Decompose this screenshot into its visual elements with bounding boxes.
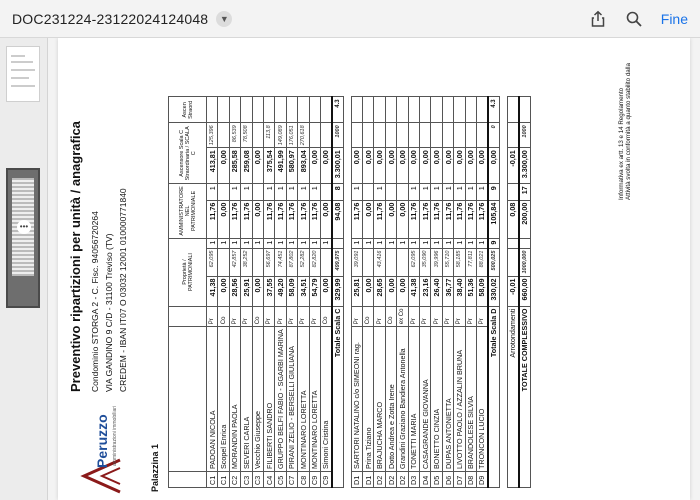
cell-v1: 0,00 (385, 276, 396, 306)
cell-v2: 11,76 (275, 200, 286, 238)
cell-code: C3 (252, 472, 263, 488)
cell-role: Pr (431, 306, 442, 327)
cell-m3: 86,539 (229, 123, 240, 148)
document-title[interactable]: DOC231224-23122024124048 (12, 10, 209, 27)
cell-name: Prina Tiziano (363, 327, 374, 472)
cell-role: Pr (229, 306, 240, 327)
cell-code: C3 (241, 472, 252, 488)
cell-s2 (363, 184, 374, 200)
table-row (397, 97, 408, 488)
cell-role: Pr (263, 306, 274, 327)
table-row (229, 97, 240, 488)
cell-code: D2 (397, 472, 408, 488)
table-row (263, 97, 274, 488)
cell-v2: 11,76 (351, 200, 362, 238)
cell-s1: 1 (218, 238, 229, 248)
cell-s1: 1 (408, 238, 419, 248)
table-row (420, 97, 431, 488)
cell-role: Pr (298, 306, 309, 327)
cell-name: SARTORI NATALINO c/o SIMEONI rag. (351, 327, 362, 472)
cell-v3: 0,00 (442, 148, 453, 184)
cell-v3: 285,58 (229, 148, 240, 184)
cell-code: C4 (263, 472, 274, 488)
cell-s1: 1 (363, 238, 374, 248)
cell-code: D5 (431, 472, 442, 488)
cell-v3: 259,08 (241, 148, 252, 184)
cell-m1: 62,095 (408, 248, 419, 276)
cell-m3: 78,508 (241, 123, 252, 148)
total-scala-c-row: Totale Scala C 329,99 499,975 94,08 8 3.300,01 1000 4.3 (332, 97, 343, 488)
cell-s2: 1 (275, 184, 286, 200)
cell-v1: 25,81 (351, 276, 362, 306)
cell-m1: 56,697 (263, 248, 274, 276)
cell-code: D7 (454, 472, 465, 488)
cell-m1 (397, 248, 408, 276)
cell-v1: 41,38 (408, 276, 419, 306)
cell-s1: 1 (309, 238, 320, 248)
document-page-area[interactable] (48, 38, 700, 500)
cell-name: FILIBERTI SANDRO (263, 327, 274, 472)
cell-v2: 0,00 (385, 200, 396, 238)
table-row (286, 97, 297, 488)
cell-v1: 28,56 (229, 276, 240, 306)
page-thumbnail-2-selected[interactable] (6, 168, 40, 308)
cell-m1 (252, 248, 263, 276)
cell-v1: 0,00 (397, 276, 408, 306)
column-header-ascen-straord: Ascen Straord (169, 97, 207, 123)
cell-s1: 1 (320, 238, 331, 248)
cell-s2 (397, 184, 408, 200)
cell-m3: 176,051 (286, 123, 297, 148)
cell-m1: 58,185 (454, 248, 465, 276)
cell-m3: 113,8 (263, 123, 274, 148)
cell-m3: 149,089 (275, 123, 286, 148)
cell-m3 (320, 123, 331, 148)
cell-m3: 270,618 (298, 123, 309, 148)
table-row (408, 97, 419, 488)
cell-role: Pr (241, 306, 252, 327)
cell-s2: 1 (263, 184, 274, 200)
cell-role: Co (252, 306, 263, 327)
table-row (320, 97, 331, 488)
cell-v3: 413,81 (207, 148, 218, 184)
cell-s2: 1 (465, 184, 476, 200)
cell-role: Pr (465, 306, 476, 327)
cell-m1: 39,996 (431, 248, 442, 276)
totale-complessivo-row: TOTALE COMPLESSIVO 660,00 1000,000 200,00 17 3.300,00 1000 (519, 97, 530, 488)
cell-s2: 1 (286, 184, 297, 200)
cell-v1: 0,00 (252, 276, 263, 306)
cell-m3 (465, 123, 476, 148)
cell-m3 (431, 123, 442, 148)
cell-m3 (420, 123, 431, 148)
cell-m3 (309, 123, 320, 148)
cell-role: Pr (351, 306, 362, 327)
cell-role: Pr (408, 306, 419, 327)
cell-role: Pr (374, 306, 385, 327)
cell-m1 (320, 248, 331, 276)
table-row (309, 97, 320, 488)
cell-s2 (385, 184, 396, 200)
cell-code: C1 (218, 472, 229, 488)
cell-name: GRUPPO BELFI FABIO - SGARBI MARINA (275, 327, 286, 472)
cell-m1: 52,282 (298, 248, 309, 276)
cell-v3: 0,00 (397, 148, 408, 184)
cell-s2: 1 (207, 184, 218, 200)
cell-role: Pr (476, 306, 487, 327)
peruzzo-logo (68, 406, 136, 496)
cell-m1: 43,416 (374, 248, 385, 276)
footnote: Informativa ex artt. 13 e 14 Regolamento Attività svolta in conformità a quanto stabilito dalla (618, 63, 632, 200)
cell-m3 (442, 123, 453, 148)
cell-code: D6 (442, 472, 453, 488)
cell-v3: 0,00 (374, 148, 385, 184)
cell-m3 (454, 123, 465, 148)
cell-v3: 0,00 (408, 148, 419, 184)
cell-name: Grandini Graziano Bandiera Antonella (397, 327, 408, 472)
cell-code: D8 (465, 472, 476, 488)
cell-m3: 125,396 (207, 123, 218, 148)
cell-v3: 0,00 (454, 148, 465, 184)
cell-s1: 1 (431, 238, 442, 248)
cell-name: BRANDOLESE SILVIA (465, 327, 476, 472)
cell-v2: 0,00 (397, 200, 408, 238)
cell-m3 (351, 123, 362, 148)
cell-code: C9 (320, 472, 331, 488)
cell-name: LIVOTTO PAOLO / AZZALIN BRUNA (454, 327, 465, 472)
rotated-page-content (58, 38, 690, 500)
cell-s2: 1 (229, 184, 240, 200)
cell-m3 (252, 123, 263, 148)
cell-m1: 74,451 (275, 248, 286, 276)
search-icon[interactable] (625, 10, 643, 28)
cell-code: C5 (275, 472, 286, 488)
cell-code: D9 (476, 472, 487, 488)
cell-m1: 88,021 (476, 248, 487, 276)
cell-code: C8 (298, 472, 309, 488)
cell-s1: 1 (465, 238, 476, 248)
cell-s1: 1 (286, 238, 297, 248)
table-row (298, 97, 309, 488)
cell-name: Simoni Cristina (320, 327, 331, 472)
scala-d-rows (351, 97, 488, 488)
cell-s1: 1 (298, 238, 309, 248)
ripartizioni-table (168, 96, 531, 488)
cell-v1: 34,51 (298, 276, 309, 306)
cell-s1: 1 (275, 238, 286, 248)
cell-m1 (218, 248, 229, 276)
cell-v3: 491,99 (275, 148, 286, 184)
cell-s2 (218, 184, 229, 200)
cell-v3: 0,00 (420, 148, 431, 184)
cell-v3: 0,00 (320, 148, 331, 184)
table-row (465, 97, 476, 488)
cell-s1: 1 (385, 238, 396, 248)
cell-s1: 1 (420, 238, 431, 248)
table-row (275, 97, 286, 488)
cell-s1: 1 (263, 238, 274, 248)
cell-role: Pr (309, 306, 320, 327)
cell-v2: 11,76 (374, 200, 385, 238)
cell-s1: 1 (252, 238, 263, 248)
condominio-line: Condominio STORGA 2 - C. Fisc. 94056720264 (90, 211, 100, 392)
cell-v1: 38,40 (454, 276, 465, 306)
address-line: VIA GANDINO 9 C/D - 31100 Treviso (TV) (104, 233, 114, 392)
cell-v2: 11,76 (476, 200, 487, 238)
cell-role: Co (385, 306, 396, 327)
cell-v2: 11,76 (465, 200, 476, 238)
cell-name: SEVERI CARLA (241, 327, 252, 472)
cell-v1: 58,09 (286, 276, 297, 306)
cell-v2: 11,76 (263, 200, 274, 238)
table-row (442, 97, 453, 488)
cell-name: MONTINARO LORETTA (298, 327, 309, 472)
cell-v3: 893,04 (298, 148, 309, 184)
arrotondamenti-row: Arrotondamenti -0,01 0,08 -0,01 (507, 97, 518, 488)
cell-v3: 0,00 (363, 148, 374, 184)
cell-m1: 82,820 (309, 248, 320, 276)
table-row (218, 97, 229, 488)
cell-code: C7 (286, 472, 297, 488)
cell-v1: 28,65 (374, 276, 385, 306)
cell-m1: 77,811 (465, 248, 476, 276)
cell-v1: 26,40 (431, 276, 442, 306)
document-page (58, 38, 690, 500)
cell-role: Pr (286, 306, 297, 327)
cell-v1: 54,79 (309, 276, 320, 306)
cell-v1: 23,16 (420, 276, 431, 306)
table-row (454, 97, 465, 488)
page-thumbnails-sidebar (0, 38, 48, 500)
logo-subtitle: amministrazioni immobiliari (112, 405, 118, 466)
cell-role: Co (218, 306, 229, 327)
cell-name: DUPAS ANTONIETTA (442, 327, 453, 472)
cell-v1: 0,00 (363, 276, 374, 306)
cell-code: C2 (229, 472, 240, 488)
cell-v3: 0,00 (309, 148, 320, 184)
cell-name: MONTINARO LORETTA (309, 327, 320, 472)
cell-v2: 11,76 (207, 200, 218, 238)
cell-m1: 42,857 (229, 248, 240, 276)
cell-s2 (320, 184, 331, 200)
cell-m1: 39,091 (351, 248, 362, 276)
cell-v1: 37,55 (263, 276, 274, 306)
cell-name: Dotto Andrea e Zotta Irene (385, 327, 396, 472)
table-row (351, 97, 362, 488)
cell-name: PADOAN NICOLA (207, 327, 218, 472)
cell-name: BRAJUCHA MARCO (374, 327, 385, 472)
cell-role: Pr (454, 306, 465, 327)
cell-m1 (385, 248, 396, 276)
logo-name: Peruzzo (94, 414, 110, 468)
cell-v2: 11,76 (408, 200, 419, 238)
cell-s2: 1 (476, 184, 487, 200)
cell-v1: 25,91 (241, 276, 252, 306)
cell-s1: 1 (476, 238, 487, 248)
cell-name: BONETTO CINZIA (431, 327, 442, 472)
cell-role: ex Co (397, 306, 408, 327)
cell-name: Scopel Enrica (218, 327, 229, 472)
cell-s2: 1 (351, 184, 362, 200)
cell-v3: 580,97 (286, 148, 297, 184)
cell-s2: 1 (374, 184, 385, 200)
page-thumbnail-1[interactable] (6, 46, 40, 102)
cell-m1: 87,802 (286, 248, 297, 276)
table-row (252, 97, 263, 488)
cell-s2: 1 (454, 184, 465, 200)
cell-v3: 0,00 (476, 148, 487, 184)
column-header-amministratore: AMMINISTRATORE NEL PATRIMONIALE (169, 184, 207, 238)
cell-code: D3 (408, 472, 419, 488)
cell-v3: 0,00 (218, 148, 229, 184)
cell-v1: 0,00 (320, 276, 331, 306)
column-header-ascensore: Ascensore Scala C Straordinaria / SCALA C (169, 123, 207, 184)
section-label: Palazzina 1 (150, 443, 160, 492)
cell-s1: 1 (229, 238, 240, 248)
table-row (385, 97, 396, 488)
cell-m3 (397, 123, 408, 148)
column-header-proprieta: Proprietà / PATRIMONIALI (169, 238, 207, 306)
cell-v1: 51,36 (465, 276, 476, 306)
cell-m1: 35,090 (420, 248, 431, 276)
cell-s1: 1 (207, 238, 218, 248)
cell-s1: 1 (351, 238, 362, 248)
cell-v2: 0,00 (252, 200, 263, 238)
cell-v3: 0,00 (431, 148, 442, 184)
chevron-down-icon[interactable]: ▼ (216, 11, 232, 27)
cell-v2: 11,76 (241, 200, 252, 238)
table-row (363, 97, 374, 488)
cell-s2 (252, 184, 263, 200)
cell-name: PIRANI ZELIO - BERSELLI GIULIANA (286, 327, 297, 472)
cell-v1: 49,20 (275, 276, 286, 306)
table-row (476, 97, 487, 488)
cell-code: D1 (351, 472, 362, 488)
cell-s2: 1 (298, 184, 309, 200)
cell-s1: 1 (454, 238, 465, 248)
table-row (374, 97, 385, 488)
cell-v2: 11,76 (454, 200, 465, 238)
cell-m1 (363, 248, 374, 276)
cell-m1: 55,710 (442, 248, 453, 276)
cell-v2: 11,76 (286, 200, 297, 238)
cell-v2: 0,00 (363, 200, 374, 238)
cell-m3 (476, 123, 487, 148)
cell-v2: 0,00 (218, 200, 229, 238)
cell-role: Co (363, 306, 374, 327)
cell-name: MORANDIN PAOLA (229, 327, 240, 472)
total-scala-d-row: Totale Scala D 330,02 500,025 9 105,84 9 0,00 0 4.3 (488, 97, 499, 488)
cell-name: TRONCON LUCIO (476, 327, 487, 472)
cell-role: Pr (420, 306, 431, 327)
cell-s2: 1 (309, 184, 320, 200)
iban-line: CREDEM - IBAN IT07 O 03032 12001 010000771840 (118, 188, 128, 392)
cell-code: D4 (420, 472, 431, 488)
cell-m3 (408, 123, 419, 148)
cell-code: C9 (309, 472, 320, 488)
cell-v2: 11,76 (309, 200, 320, 238)
cell-s2: 1 (420, 184, 431, 200)
table-row (207, 97, 218, 488)
document-heading: Preventivo ripartizioni per unità / anagrafica (68, 121, 83, 392)
cell-v2: 0,00 (320, 200, 331, 238)
cell-v1: 0,00 (218, 276, 229, 306)
table-row (241, 97, 252, 488)
cell-s1: 1 (397, 238, 408, 248)
cell-m3 (385, 123, 396, 148)
toolbar-actions (589, 10, 688, 28)
scala-c-rows (207, 97, 332, 488)
table-row (431, 97, 442, 488)
share-icon[interactable] (589, 10, 607, 28)
cell-m3 (374, 123, 385, 148)
cell-code: D2 (385, 472, 396, 488)
cell-s1: 1 (241, 238, 252, 248)
cell-code: C1 (207, 472, 218, 488)
cell-m1: 62,095 (207, 248, 218, 276)
cell-v3: 0,00 (252, 148, 263, 184)
cell-m3 (363, 123, 374, 148)
cell-v2: 11,76 (442, 200, 453, 238)
cell-v2: 11,76 (420, 200, 431, 238)
cell-s2: 1 (241, 184, 252, 200)
cell-v2: 11,76 (229, 200, 240, 238)
top-toolbar (0, 0, 700, 38)
cell-m1: 38,252 (241, 248, 252, 276)
cell-v2: 11,76 (298, 200, 309, 238)
done-button[interactable]: Fine (660, 10, 688, 27)
cell-name: CASAGRANDE GIOVANNA (420, 327, 431, 472)
cell-v3: 0,00 (465, 148, 476, 184)
cell-name: TONETTI MARIA (408, 327, 419, 472)
more-options-icon[interactable]: ••• (17, 220, 31, 234)
cell-v1: 41,38 (207, 276, 218, 306)
cell-role: Pr (275, 306, 286, 327)
cell-v2: 11,76 (431, 200, 442, 238)
cell-s2: 1 (442, 184, 453, 200)
cell-v3: 0,00 (385, 148, 396, 184)
cell-v3: 375,54 (263, 148, 274, 184)
cell-role: Pr (442, 306, 453, 327)
cell-role: Co (320, 306, 331, 327)
cell-v1: 36,77 (442, 276, 453, 306)
cell-s2: 1 (431, 184, 442, 200)
cell-v1: 58,09 (476, 276, 487, 306)
cell-role: Pr (207, 306, 218, 327)
cell-v3: 0,00 (351, 148, 362, 184)
table-header-row (169, 97, 207, 488)
cell-s1: 1 (374, 238, 385, 248)
cell-m3 (218, 123, 229, 148)
cell-s1: 1 (442, 238, 453, 248)
cell-code: D1 (363, 472, 374, 488)
cell-code: D2 (374, 472, 385, 488)
cell-name: Vecchio Giuseppe (252, 327, 263, 472)
cell-s2: 1 (408, 184, 419, 200)
